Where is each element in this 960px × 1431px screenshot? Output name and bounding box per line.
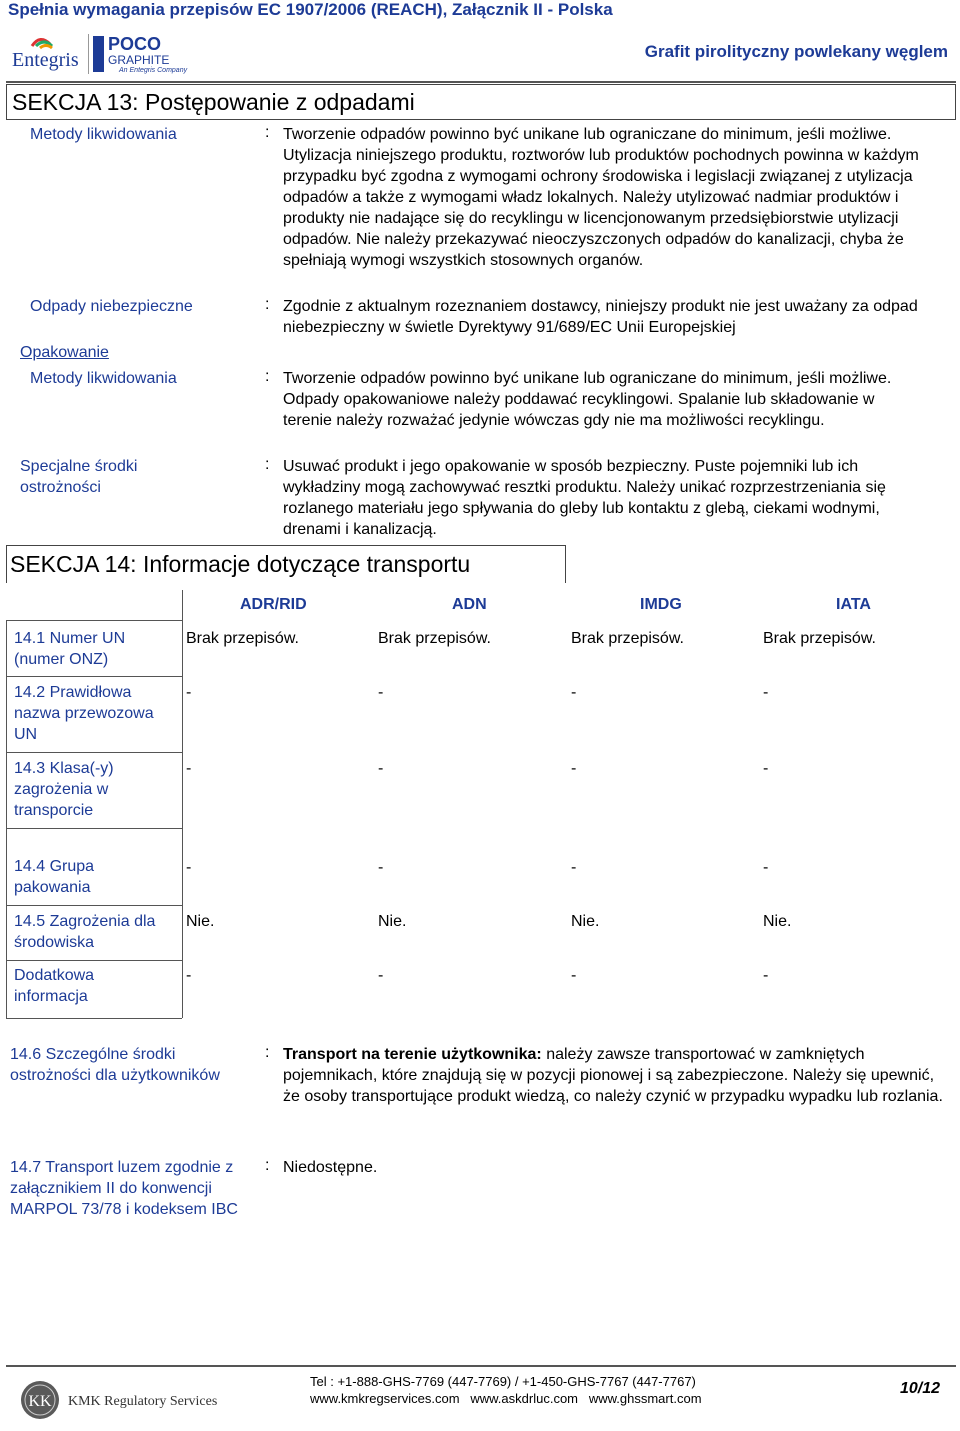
user-precautions-label: 14.6 Szczególne środki ostrożności dla użytkowników bbox=[10, 1046, 220, 1084]
poco-wordmark: POCO bbox=[108, 34, 162, 54]
table-cell: Nie. bbox=[186, 913, 215, 930]
table-cell: - bbox=[186, 684, 192, 701]
table-cell: Brak przepisów. bbox=[763, 630, 876, 647]
table-cell: - bbox=[571, 967, 577, 984]
un-number-label: 14.1 Numer UN (numer ONZ) bbox=[14, 630, 126, 668]
header-rule bbox=[6, 81, 956, 83]
product-name: Grafit pirolityczny powlekany węglem bbox=[644, 42, 948, 61]
table-cell: - bbox=[571, 684, 577, 701]
disposal-methods-label: Metody likwidowania bbox=[30, 126, 177, 143]
packaging-disposal-label: Metody likwidowania bbox=[30, 370, 177, 387]
kmk-logo-icon bbox=[20, 1380, 60, 1420]
table-cell: - bbox=[378, 760, 384, 777]
colon: : bbox=[265, 1157, 270, 1174]
hazardous-waste-label: Odpady niebezpieczne bbox=[30, 298, 193, 315]
hazardous-waste-text: Zgodnie z aktualnym rozeznaniem dostawcy, niniejszy produkt nie jest uważany za odpad niebezpieczny w świetle Dyrektywy 91/689/EC Unii Europejskiej bbox=[283, 298, 918, 336]
regulation-header: Spełnia wymagania przepisów EC 1907/2006 (REACH), Załącznik II - Polska bbox=[8, 0, 613, 19]
table-cell: - bbox=[571, 859, 577, 876]
packaging-disposal-text: Tworzenie odpadów powinno być unikane lub ograniczane do minimum, jeśli możliwe. Odpady opakowaniowe należy poddawać recyklingowi. Spalanie lub składowanie w terenie należy rozważać jedynie wówczas gdy nie ma możliwości recyklingu. bbox=[283, 370, 892, 429]
col-adn: ADN bbox=[452, 596, 487, 613]
disposal-methods-text: Tworzenie odpadów powinno być unikane lub ograniczane do minimum, jeśli możliwe. Utylizacja niniejszego produktu, roztworów lub produktów pochodnych powinna w każdym przypadku być zgodna z wymogami ochrony środowiska i legislacji związanej z utylizacja odpadów a także z wymogami władz lokalnych. Należy utylizować nadmiar produktów i produkty nie nadające się do recyklingu w licencjonowanym przedsiębiorstwie utylizacji odpadów. Nie należy przekazywać nieoczyszczonych odpadów do kanalizacji, chyba że spełniają wymogi wszystkich stosownych organów. bbox=[283, 126, 919, 269]
table-cell: - bbox=[763, 760, 769, 777]
page-number: 10/12 bbox=[900, 1380, 941, 1397]
special-precautions-label: Specjalne środki ostrożności bbox=[20, 458, 138, 496]
additional-info-label: Dodatkowa informacja bbox=[14, 967, 95, 1005]
section13-title: SEKCJA 13: Postępowanie z odpadami bbox=[12, 89, 415, 115]
colon: : bbox=[265, 368, 270, 385]
environmental-hazards-label: 14.5 Zagrożenia dla środowiska bbox=[14, 913, 156, 951]
footer-websites: www.kmkregservices.com www.askdrluc.com www.ghssmart.com bbox=[310, 1391, 702, 1406]
user-precautions-body: należy zawsze transportować w zamkniętych pojemnikach, które znajdują się w pozycji pionowej i są zabezpieczone. Należy się upewnić, że osoby transportujące produkt wiedzą, co należy czynić w przypadku wypadku lub rozlania. bbox=[283, 1046, 943, 1105]
table-cell: Brak przepisów. bbox=[378, 630, 491, 647]
col-imdg: IMDG bbox=[640, 596, 682, 613]
table-cell: - bbox=[571, 760, 577, 777]
graphite-wordmark: GRAPHITE bbox=[108, 53, 170, 67]
table-cell: - bbox=[186, 859, 192, 876]
special-precautions-text: Usuwać produkt i jego opakowanie w sposób bezpieczny. Puste pojemniki lub ich wykładziny mogą zachowywać resztki produktu. Należy unikać rozprzestrzeniania się rozlanego materiału jego spływania do gleby lub kontaktu z glebą, ciekami wodnymi, drenami i kanalizacją. bbox=[283, 458, 886, 538]
section14-title: SEKCJA 14: Informacje dotyczące transportu bbox=[10, 551, 471, 577]
table-cell: Nie. bbox=[763, 913, 792, 930]
kmk-logo bbox=[20, 1380, 60, 1420]
logo-tagline: An Entegris Company bbox=[119, 67, 188, 74]
packing-group-label: 14.4 Grupa pakowania bbox=[14, 858, 95, 896]
shipping-name-label: 14.2 Prawidłowa nazwa przewozowa UN bbox=[14, 684, 154, 743]
hazard-class-label: 14.3 Klasa(-y) zagrożenia w transporcie bbox=[14, 760, 114, 819]
table-cell: - bbox=[763, 684, 769, 701]
entegris-wordmark: Entegris bbox=[12, 49, 79, 71]
table-cell: - bbox=[186, 967, 192, 984]
user-precautions-text bbox=[283, 1044, 943, 1107]
table-cell: Brak przepisów. bbox=[186, 630, 299, 647]
footer-phones: Tel : +1-888-GHS-7769 (447-7769) / +1-450-GHS-7767 (447-7767) bbox=[310, 1374, 696, 1389]
col-adr-rid: ADR/RID bbox=[240, 596, 307, 613]
table-cell: - bbox=[763, 859, 769, 876]
table-cell: Nie. bbox=[378, 913, 407, 930]
col-iata: IATA bbox=[836, 596, 871, 613]
colon: : bbox=[265, 296, 270, 313]
bulk-transport-label: 14.7 Transport luzem zgodnie z załącznikiem II do konwencji MARPOL 73/78 i kodeksem IBC bbox=[10, 1159, 238, 1218]
table-cell: Nie. bbox=[571, 913, 600, 930]
table-cell: - bbox=[378, 859, 384, 876]
footer-company: KMK Regulatory Services bbox=[68, 1394, 218, 1409]
bulk-transport-text: Niedostępne. bbox=[283, 1159, 378, 1176]
colon: : bbox=[265, 1044, 270, 1061]
user-precautions-bold: Transport na terenie użytkownika: bbox=[283, 1046, 542, 1063]
colon: : bbox=[265, 124, 270, 141]
table-cell: - bbox=[378, 684, 384, 701]
table-cell: - bbox=[763, 967, 769, 984]
poco-logo bbox=[93, 34, 193, 78]
packaging-heading: Opakowanie bbox=[20, 344, 109, 361]
entegris-logo bbox=[12, 32, 80, 74]
table-cell: - bbox=[186, 760, 192, 777]
table-cell: - bbox=[378, 967, 384, 984]
table-cell: Brak przepisów. bbox=[571, 630, 684, 647]
svg-text:KK: KK bbox=[28, 1393, 52, 1410]
colon: : bbox=[265, 456, 270, 473]
footer-rule bbox=[6, 1365, 956, 1367]
logo-divider bbox=[88, 34, 89, 74]
poco-bar bbox=[93, 36, 104, 72]
